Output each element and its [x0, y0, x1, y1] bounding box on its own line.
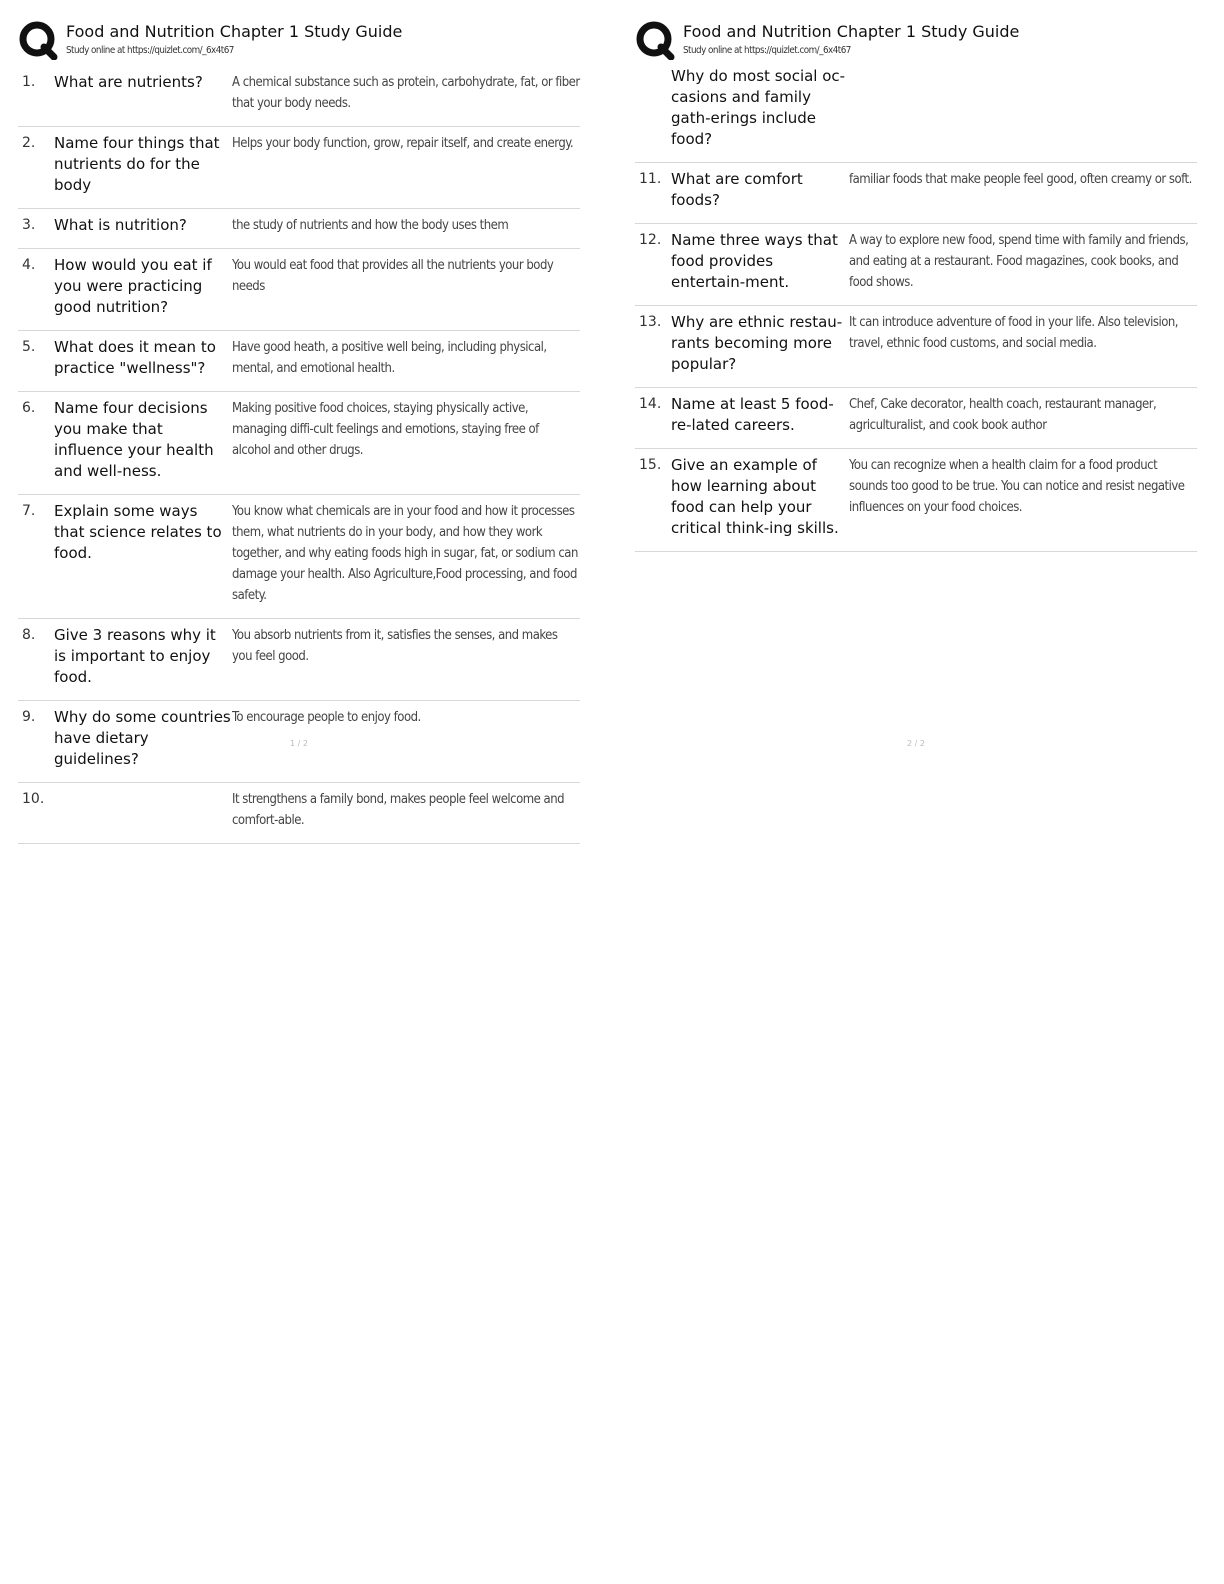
- qa-row: [18, 127, 580, 209]
- qa-list: [635, 66, 1197, 552]
- qa-row: [18, 392, 580, 495]
- study-url: Study online at https://quizlet.com/_6x4t67: [66, 45, 234, 56]
- question-number: 15.: [639, 457, 662, 473]
- qa-row: [18, 619, 580, 701]
- question-text: Why do some countries have dietary guidelines?: [54, 708, 231, 768]
- page-header: [18, 0, 580, 66]
- question-text: Name four things that nutrients do for the body: [54, 134, 220, 194]
- answer-text: Have good heath, a positive well being, including physical, mental, and emotional health.: [232, 340, 547, 376]
- answer-text: You know what chemicals are in your food and how it processes them, what nutrients do in your body, and how they work together, and why eating foods high in sugar, fat, or sodium can damage your health. Also Agriculture,Food processing, and food safety.: [232, 504, 578, 603]
- question-number: [635, 66, 671, 150]
- page-title: Food and Nutrition Chapter 1 Study Guide: [683, 22, 1020, 41]
- question-number: 10.: [22, 791, 45, 807]
- question-text: Give 3 reasons why it is important to enjoy food.: [54, 626, 216, 686]
- qa-row: [18, 783, 580, 844]
- qa-row: [635, 66, 1197, 163]
- question-number: 4.: [22, 257, 36, 273]
- question-number: 1.: [22, 74, 36, 90]
- quizlet-logo-icon: [635, 20, 675, 60]
- qa-row: [18, 331, 580, 392]
- answer-text: Chef, Cake decorator, health coach, restaurant manager, agriculturalist, and cook book author: [849, 397, 1157, 433]
- qa-row: [18, 495, 580, 619]
- question-number: 6.: [22, 400, 36, 416]
- answer-text: To encourage people to enjoy food.: [232, 710, 421, 725]
- qa-row: [635, 306, 1197, 388]
- question-number: 13.: [639, 314, 662, 330]
- question-text: What are nutrients?: [54, 73, 203, 91]
- qa-row: [635, 449, 1197, 552]
- qa-row: [635, 388, 1197, 449]
- answer-text: the study of nutrients and how the body uses them: [232, 218, 509, 233]
- question-text: Why are ethnic restau-rants becoming more popular?: [671, 313, 843, 373]
- question-text: Name four decisions you make that influence your health and well-ness.: [54, 399, 214, 480]
- question-number: 14.: [639, 396, 662, 412]
- question-text: Name at least 5 food-re-lated careers.: [671, 395, 834, 434]
- question-number: 5.: [22, 339, 36, 355]
- question-number: 11.: [639, 171, 662, 187]
- qa-list: [18, 66, 580, 844]
- question-text: Why do most social oc-casions and family gath-erings include food?: [671, 67, 846, 148]
- answer-text: [849, 66, 1197, 150]
- question-number: 2.: [22, 135, 36, 151]
- answer-text: Making positive food choices, staying physically active, managing diffi-cult feelings and emotions, staying free of alcohol and other drugs.: [232, 401, 539, 458]
- answer-text: You can recognize when a health claim for a food product sounds too good to be true. You can notice and resist negative influences on your food choices.: [849, 458, 1185, 515]
- question-number: 12.: [639, 232, 662, 248]
- question-text: [54, 789, 232, 831]
- answer-text: familiar foods that make people feel good, often creamy or soft.: [849, 172, 1192, 187]
- qa-row: [18, 209, 580, 249]
- qa-row: [635, 224, 1197, 306]
- question-text: Explain some ways that science relates to food.: [54, 502, 222, 562]
- question-text: What are comfort foods?: [671, 170, 803, 209]
- answer-text: Helps your body function, grow, repair itself, and create energy.: [232, 136, 574, 151]
- page-header: [635, 0, 1197, 66]
- question-text: Name three ways that food provides entertain-ment.: [671, 231, 838, 291]
- answer-text: A way to explore new food, spend time with family and friends, and eating at a restaurant. Food magazines, cook books, and food shows.: [849, 233, 1189, 290]
- question-number: 8.: [22, 627, 36, 643]
- question-number: 7.: [22, 503, 36, 519]
- answer-text: It strengthens a family bond, makes people feel welcome and comfort-able.: [232, 792, 565, 828]
- question-text: What does it mean to practice "wellness"?: [54, 338, 216, 377]
- answer-text: It can introduce adventure of food in your life. Also television, travel, ethnic food customs, and social media.: [849, 315, 1179, 351]
- question-number: 3.: [22, 217, 36, 233]
- page-1: [18, 0, 580, 828]
- question-text: How would you eat if you were practicing good nutrition?: [54, 256, 212, 316]
- page-number: 1 / 2: [290, 739, 308, 748]
- answer-text: A chemical substance such as protein, carbohydrate, fat, or fiber that your body needs.: [232, 75, 580, 111]
- answer-text: You would eat food that provides all the nutrients your body needs: [232, 258, 554, 294]
- page-title: Food and Nutrition Chapter 1 Study Guide: [66, 22, 403, 41]
- question-text: Give an example of how learning about food can help your critical think-ing skills.: [671, 456, 839, 537]
- page-2: [635, 0, 1197, 760]
- qa-row: [18, 249, 580, 331]
- question-text: What is nutrition?: [54, 216, 187, 234]
- page-number: 2 / 2: [907, 739, 925, 748]
- qa-row: [635, 163, 1197, 224]
- question-number: 9.: [22, 709, 36, 725]
- quizlet-logo-icon: [18, 20, 58, 60]
- answer-text: You absorb nutrients from it, satisfies the senses, and makes you feel good.: [232, 628, 558, 664]
- study-url: Study online at https://quizlet.com/_6x4t67: [683, 45, 851, 56]
- qa-row: [18, 66, 580, 127]
